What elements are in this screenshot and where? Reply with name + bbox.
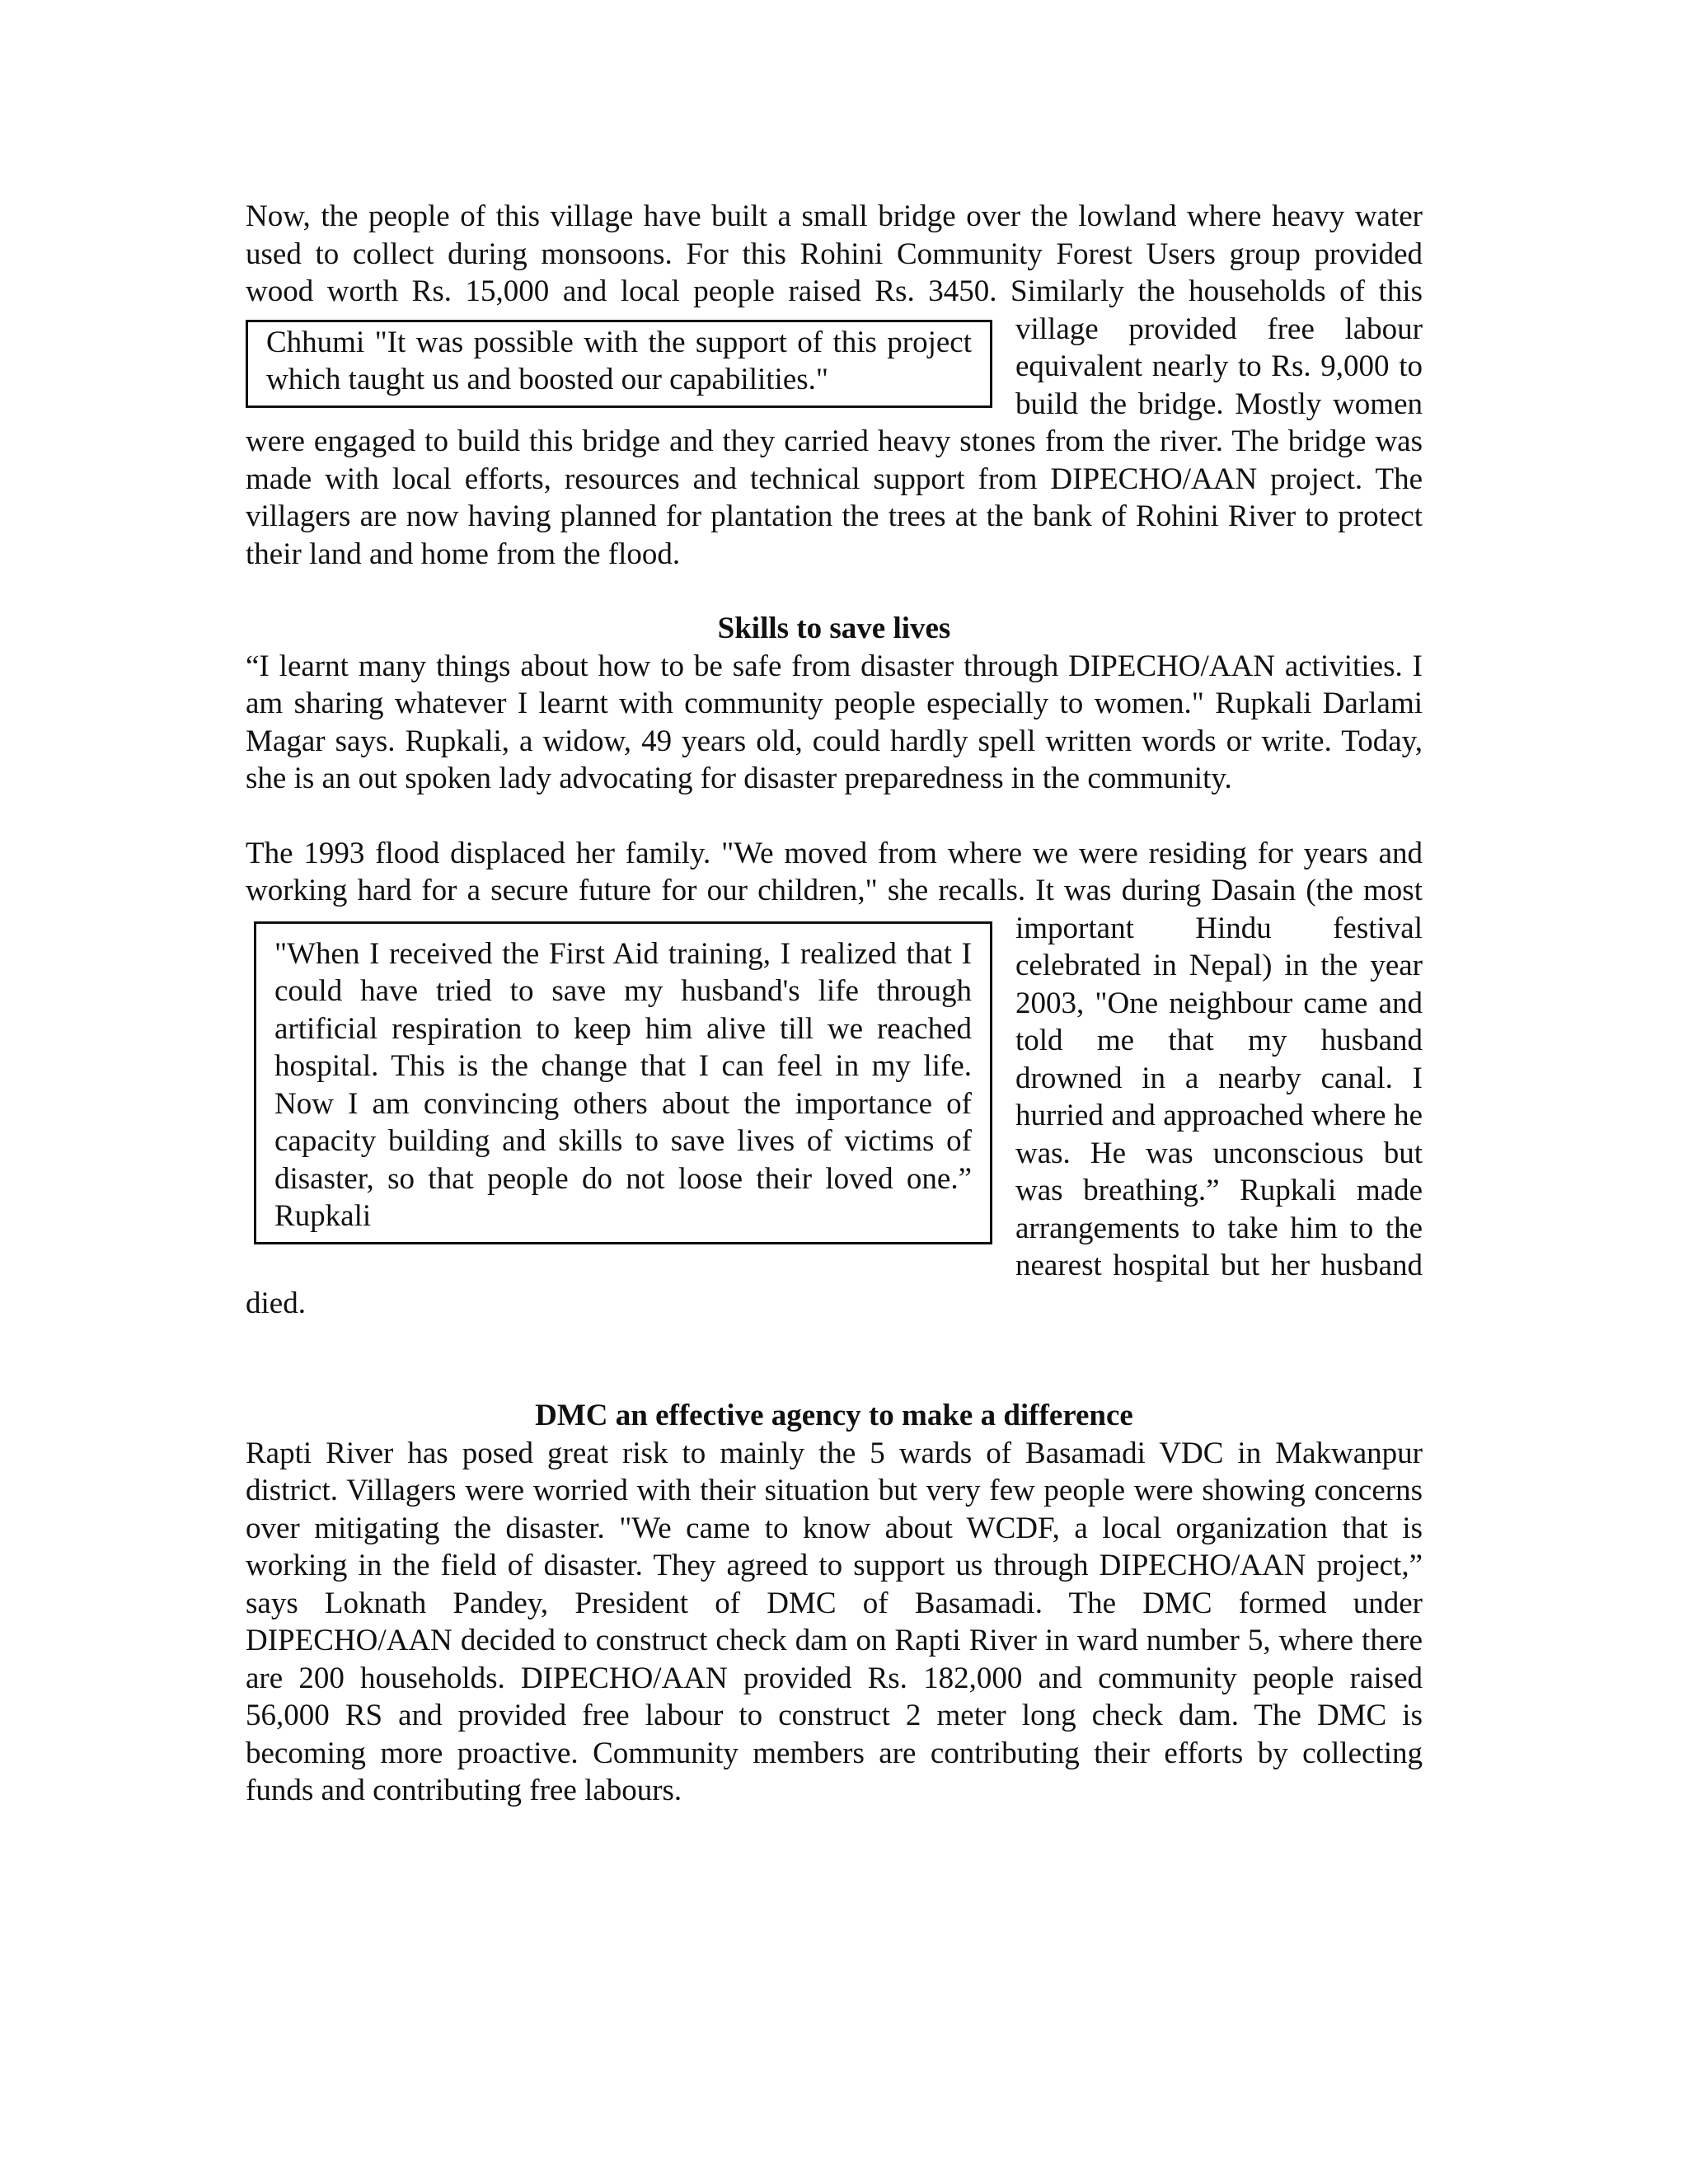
paragraph-check-dam: Rapti River has posed great risk to mainly the 5 wards of Basamadi VDC in Makwanpur district. Villagers were worried with their situation but very few people were showing concerns over mitigating the disaster. "We came to know about WCDF, a local organization that is working in the field of disaster. They agreed to support us through DIPECHO/AAN project,” says Loknath Pandey, President of DMC of Basamadi. The DMC formed under DIPECHO/AAN decided to construct check dam on Rapti River in ward number 5, where there are 200 households. DIPECHO/AAN provided Rs. 182,000 and community people raised 56,000 RS and provided free labour to construct 2 meter long check dam. The DMC is becoming more proactive. Community members are contributing their efforts by collecting funds and contributing free labours. [246,1436,1423,1807]
section-heading-dmc: DMC an effective agency to make a difference [535,1399,1133,1432]
pull-quote-chhumi: Chhumi "It was possible with the support of this project which taught us and boosted our capabilities." [246,320,992,408]
paragraph-rupkali-intro: “I learnt many things about how to be safe from disaster through DIPECHO/AAN activities. I am sharing whatever I learnt with community people especially to women." Rupkali Darlami Magar says. Rupkali, a widow, 49 years old, could hardly spell written words or write. Today, she is an out spoken lady advocating for disaster preparedness in the community. [246,649,1423,795]
document-page [246,198,1423,1810]
paragraph-flood-head: The 1993 flood displaced her family. "We moved from where we were residing for years and working hard for a secure future for our children," she recalls. It was during Dasain [246,836,1423,907]
pull-quote-rupkali: "When I received the First Aid training, I realized that I could have tried to save my husband's life through artificial respiration to keep him alive till we reached hospital. This is the change that I can feel in my life. Now I am convincing others about the importance of capacity building and skills to save lives of victims of disaster, so that people do not loose their loved one.” Rupkali [254,921,992,1244]
paragraph-bridge-tail: households of this village provided free labour equivalent nearly to Rs. 9,000 to build the bridge. Mostly women were engaged to build this bridge and they carried heavy stones from the river. The bridge was made with local efforts, resources and technical support from DIPECHO/AAN project. The villagers are now having planned for plantation the trees at the bank of Rohini River to protect their land and home from the flood. [246,274,1423,571]
paragraph-flood-story [246,835,1423,1323]
paragraph-bridge [246,198,1423,573]
section-heading-skills: Skills to save lives [717,612,951,645]
paragraph-flood-tail: (the most important Hindu festival celebrated in Nepal) in the year 2003, "One neighbour came and told me that my husband drowned in a nearby canal. I hurried and approached where he was. He was unconscious but was breathing.” Rupkali made arrangements to take him to the nearest hospital but her husband died. [246,874,1423,1320]
paragraph-bridge-head: Now, the people of this village have built a small bridge over the lowland where heavy water used to collect during monsoons. For this Rohini Community Forest Users group provided wood worth Rs. 15,000 and local people raised Rs. 3450. Similarly the [246,199,1423,308]
